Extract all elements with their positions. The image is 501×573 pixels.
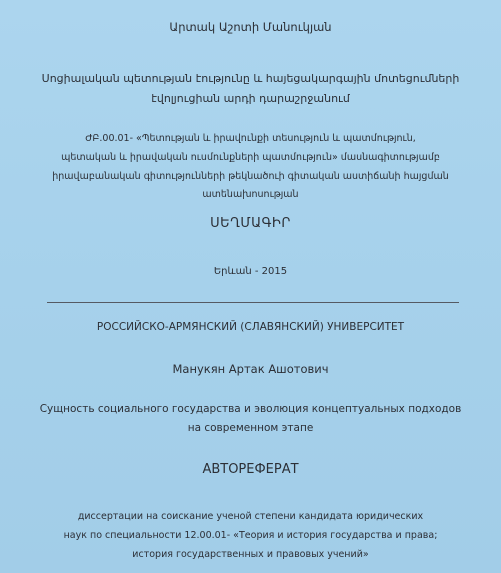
armenian-spec-line-1: ԺԲ.00.01- «Պետության և իրավունքի տեսություն և պատմություն, [85, 133, 416, 144]
russian-title-line-2: на современном этапе [187, 422, 314, 434]
armenian-spec-line-4: ատենախոսության [202, 189, 299, 200]
russian-university-name: РОССИЙСКО-АРМЯНСКИЙ (СЛАВЯНСКИЙ) УНИВЕРСИТЕТ [96, 321, 405, 333]
armenian-spec-line-3: իրավաբանական գիտությունների թեկնածուի գիտական աստիճանի հայցման [52, 171, 449, 182]
russian-spec-line-3: история государственных и правовых учений» [132, 549, 369, 560]
russian-abstract-label: АВТОРЕФЕРАТ [202, 462, 299, 477]
divider-line [47, 302, 459, 303]
russian-author-name: Манукян Артак Ашотович [172, 362, 329, 376]
russian-spec-line-1: диссертации на соискание ученой степени кандидата юридических [77, 511, 424, 522]
armenian-title-line-1: Սոցիալական պետության էությունը և հայեցակարգային մոտեցումների [41, 72, 460, 85]
armenian-title-line-2: էվոլյուցիան արդի դարաշրջանում [151, 92, 350, 105]
russian-spec-line-2: наук по специальности 12.00.01- «Теория и история государства и права; [63, 530, 438, 541]
russian-title-line-1: Сущность социального государства и эволюция концептуальных подходов [39, 403, 462, 415]
armenian-spec-line-2: պետական և իրավական ուսմունքների պատմություն» մասնագիտությամբ [61, 152, 440, 163]
armenian-author-name: Արտակ Աշոտի Մանուկյան [169, 20, 332, 34]
armenian-abstract-label: ՍԵՂՄԱԳԻՐ [210, 216, 291, 231]
armenian-place-year: Երևան - 2015 [213, 266, 288, 277]
